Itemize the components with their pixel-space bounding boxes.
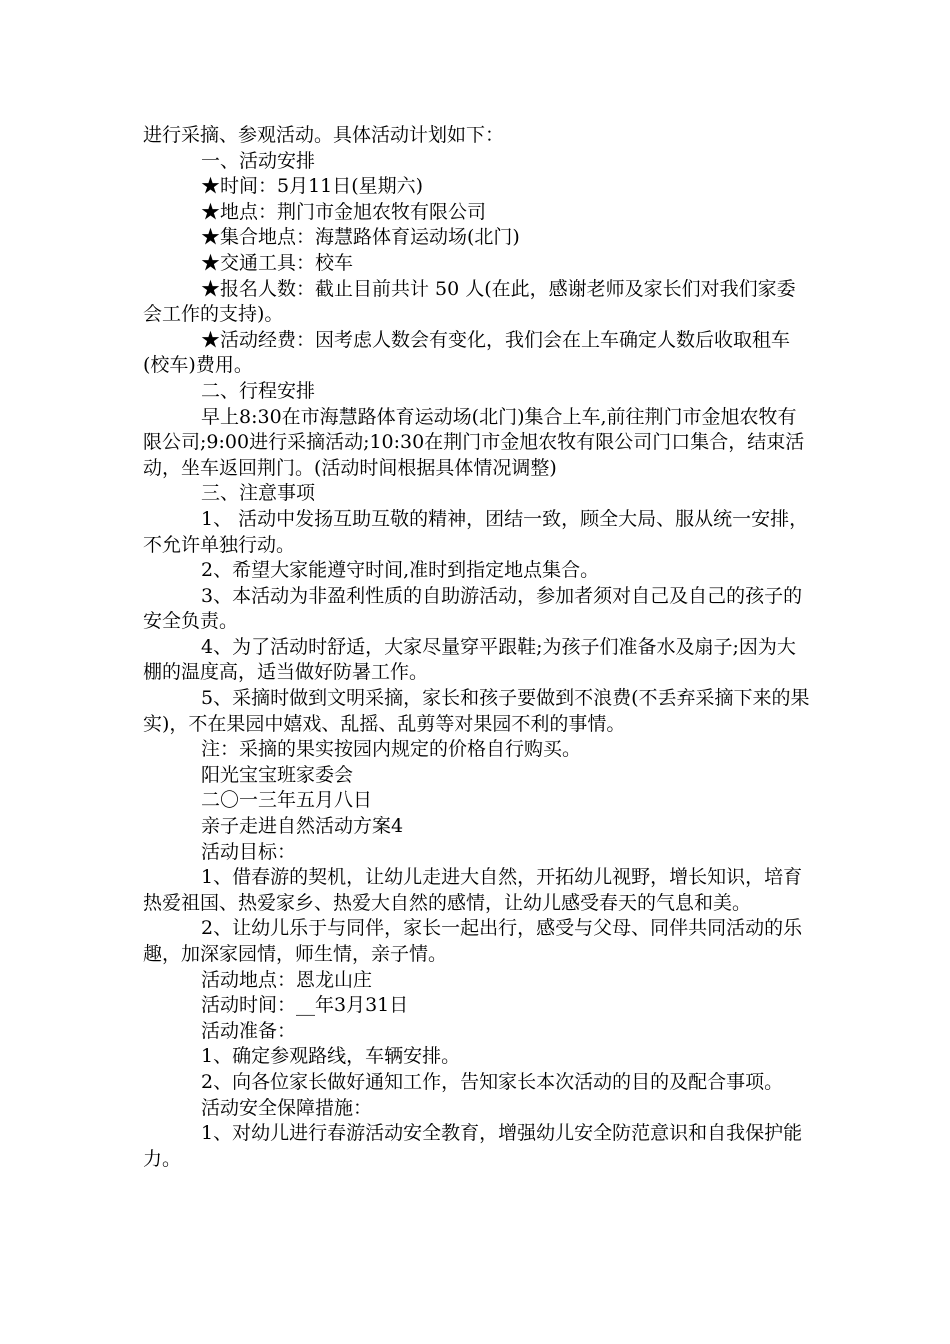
document-paragraph: ★集合地点：海慧路体育运动场(北门) [201, 226, 520, 249]
document-paragraph: 5、采摘时做到文明采摘，家长和孩子要做到不浪费(不丢弃采摘下来的果实)，不在果园中嬉戏、乱摇、乱剪等对果园不利的事情。 [143, 687, 810, 735]
document-paragraph: ★活动经费：因考虑人数会有变化，我们会在上车确定人数后收取租车(校车)费用。 [143, 328, 791, 377]
document-paragraph: 1、确定参观路线，车辆安排。 [201, 1045, 461, 1068]
document-body [143, 123, 813, 1172]
document-paragraph: 活动安全保障措施： [201, 1096, 373, 1119]
document-paragraph: 4、为了活动时舒适，大家尽量穿平跟鞋;为孩子们准备水及扇子;因为大棚的温度高，适当做好防暑工作。 [143, 635, 796, 684]
document-paragraph: 亲子走进自然活动方案4 [201, 815, 404, 838]
document-paragraph: 阳光宝宝班家委会 [201, 763, 354, 786]
document-paragraph: 活动准备： [201, 1019, 297, 1042]
document-paragraph: 1、 活动中发扬互助互敬的精神，团结一致，顾全大局、服从统一安排，不允许单独行动。 [143, 507, 809, 556]
document-paragraph: 2、让幼儿乐于与同伴，家长一起出行，感受与父母、同伴共同活动的乐趣，加深家园情，师生情，亲子情。 [143, 917, 803, 965]
document-paragraph: ★地点：荆门市金旭农牧有限公司 [201, 200, 487, 223]
document-paragraph: 活动目标： [201, 840, 297, 863]
document-paragraph: ★报名人数：截止目前共计 50 人(在此，感谢老师及家长们对我们家委会工作的支持)。 [143, 277, 796, 326]
document-paragraph: 活动时间：__年3月31日 [201, 994, 409, 1017]
document-paragraph: 早上8:30在市海慧路体育运动场(北门)集合上车,前往荆门市金旭农牧有限公司;9:00进行采摘活动;10:30在荆门市金旭农牧有限公司门口集合，结束活动，坐车返回荆门。(活动时间根据具体情况调整) [143, 405, 805, 479]
document-paragraph: 二、行程安排 [201, 379, 316, 402]
document-paragraph: 进行采摘、参观活动。具体活动计划如下： [143, 124, 505, 146]
document-paragraph: 注：采摘的果实按园内规定的价格自行购买。 [201, 738, 582, 761]
document-paragraph: 三、注意事项 [201, 482, 316, 505]
document-paragraph: ★时间：5月11日(星期六) [201, 175, 424, 198]
document-paragraph: 二〇一三年五月八日 [201, 789, 373, 812]
document-paragraph: 一、活动安排 [201, 149, 316, 172]
document-paragraph: 1、对幼儿进行春游活动安全教育，增强幼儿安全防范意识和自我保护能力。 [143, 1122, 803, 1170]
document-paragraph: 2、希望大家能遵守时间,准时到指定地点集合。 [201, 559, 600, 582]
document-paragraph: 1、借春游的契机，让幼儿走进大自然，开拓幼儿视野，增长知识，培育热爱祖国、热爱家乡、热爱大自然的感情，让幼儿感受春天的气息和美。 [143, 866, 803, 914]
document-paragraph: 活动地点：恩龙山庄 [201, 968, 373, 991]
document-paragraph: 2、向各位家长做好通知工作，告知家长本次活动的目的及配合事项。 [201, 1070, 784, 1093]
document-paragraph: ★交通工具：校车 [201, 251, 354, 274]
document-paragraph: 3、本活动为非盈利性质的自助游活动，参加者须对自己及自己的孩子的安全负责。 [143, 584, 803, 633]
